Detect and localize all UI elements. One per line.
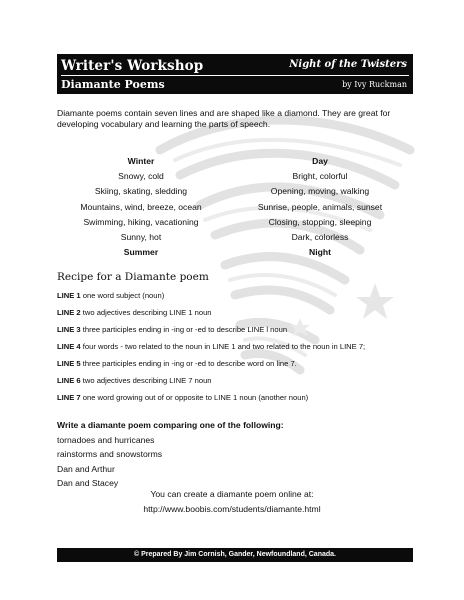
poem-line: Bright, colorful bbox=[292, 171, 348, 182]
recipe-line-text: two adjectives describing LINE 7 noun bbox=[82, 376, 212, 385]
recipe-line bbox=[57, 287, 417, 304]
recipe-list bbox=[57, 287, 417, 406]
poem-line: Sunny, hot bbox=[120, 231, 162, 242]
recipe-line bbox=[57, 355, 417, 372]
recipe-line-label: LINE 6 bbox=[57, 376, 81, 385]
banner-divider bbox=[61, 75, 409, 76]
recipe-line-text: two adjectives describing LINE 1 noun bbox=[82, 308, 212, 317]
worksheet-subtitle: Diamante Poems bbox=[61, 78, 165, 91]
recipe-line-label: LINE 5 bbox=[57, 359, 81, 368]
poem-line: Day bbox=[312, 156, 328, 166]
task-option: Dan and Arthur bbox=[57, 463, 115, 474]
recipe-line-text: one word subject (noun) bbox=[82, 291, 165, 300]
poem-line: Sunrise, people, animals, sunset bbox=[257, 201, 383, 212]
poem-line: Swimming, hiking, vacationing bbox=[83, 216, 199, 227]
poem-line: Snowy, cold bbox=[118, 171, 164, 182]
recipe-line-text: one word growing out of or opposite to LINE 1 noun (another noun) bbox=[82, 393, 309, 402]
recipe-line bbox=[57, 321, 417, 338]
title-banner bbox=[57, 54, 413, 94]
poem-line: Mountains, wind, breeze, ocean bbox=[80, 201, 202, 212]
writing-task bbox=[57, 418, 417, 491]
task-option: tornadoes and hurricanes bbox=[57, 434, 155, 445]
recipe-line-text: three participles ending in -ing or -ed to describe word on line 7. bbox=[82, 359, 297, 368]
recipe-line bbox=[57, 304, 417, 321]
poem-line: Skiing, skating, sledding bbox=[94, 186, 188, 197]
recipe-line-label: LINE 7 bbox=[57, 393, 81, 402]
book-title: Night of the Twisters bbox=[289, 59, 407, 70]
example-poem-winter-summer bbox=[62, 154, 220, 260]
online-url-link[interactable]: http://www.boobis.com/students/diamante.html bbox=[143, 503, 321, 514]
task-heading: Write a diamante poem comparing one of the following: bbox=[57, 420, 284, 430]
task-option: rainstorms and snowstorms bbox=[57, 449, 163, 459]
poem-line: Dark, colorless bbox=[291, 231, 349, 242]
poem-line: Night bbox=[309, 247, 331, 258]
task-option: Dan and Stacey bbox=[57, 478, 119, 488]
example-poem-day-night bbox=[240, 154, 400, 260]
workshop-title: Writer's Workshop bbox=[61, 58, 204, 74]
online-resource bbox=[57, 487, 407, 516]
credit-footer: © Prepared By Jim Cornish, Gander, Newfoundland, Canada. bbox=[57, 548, 413, 562]
intro-paragraph: Diamante poems contain seven lines and are shaped like a diamond. They are great for developing vocabulary and learning the parts of speech. bbox=[57, 108, 391, 129]
recipe-line-label: LINE 4 bbox=[57, 342, 81, 351]
online-text: You can create a diamante poem online at: bbox=[150, 489, 314, 499]
poem-line: Winter bbox=[127, 156, 155, 166]
recipe-line bbox=[57, 338, 417, 355]
recipe-line-label: LINE 3 bbox=[57, 325, 81, 334]
recipe-line bbox=[57, 389, 417, 406]
book-author: by Ivy Ruckman bbox=[342, 80, 407, 89]
recipe-line bbox=[57, 372, 417, 389]
recipe-line-label: LINE 2 bbox=[57, 308, 81, 317]
poem-line: Closing, stopping, sleeping bbox=[268, 216, 372, 227]
recipe-heading: Recipe for a Diamante poem bbox=[57, 271, 209, 283]
recipe-line-text: four words - two related to the noun in LINE 1 and two related to the noun in LINE 7; bbox=[82, 342, 366, 351]
recipe-line-label: LINE 1 bbox=[57, 291, 81, 300]
recipe-line-text: three participles ending in -ing or -ed to describe LINE l noun bbox=[82, 325, 288, 334]
poem-line: Summer bbox=[123, 247, 159, 258]
poem-line: Opening, moving, walking bbox=[270, 186, 370, 197]
